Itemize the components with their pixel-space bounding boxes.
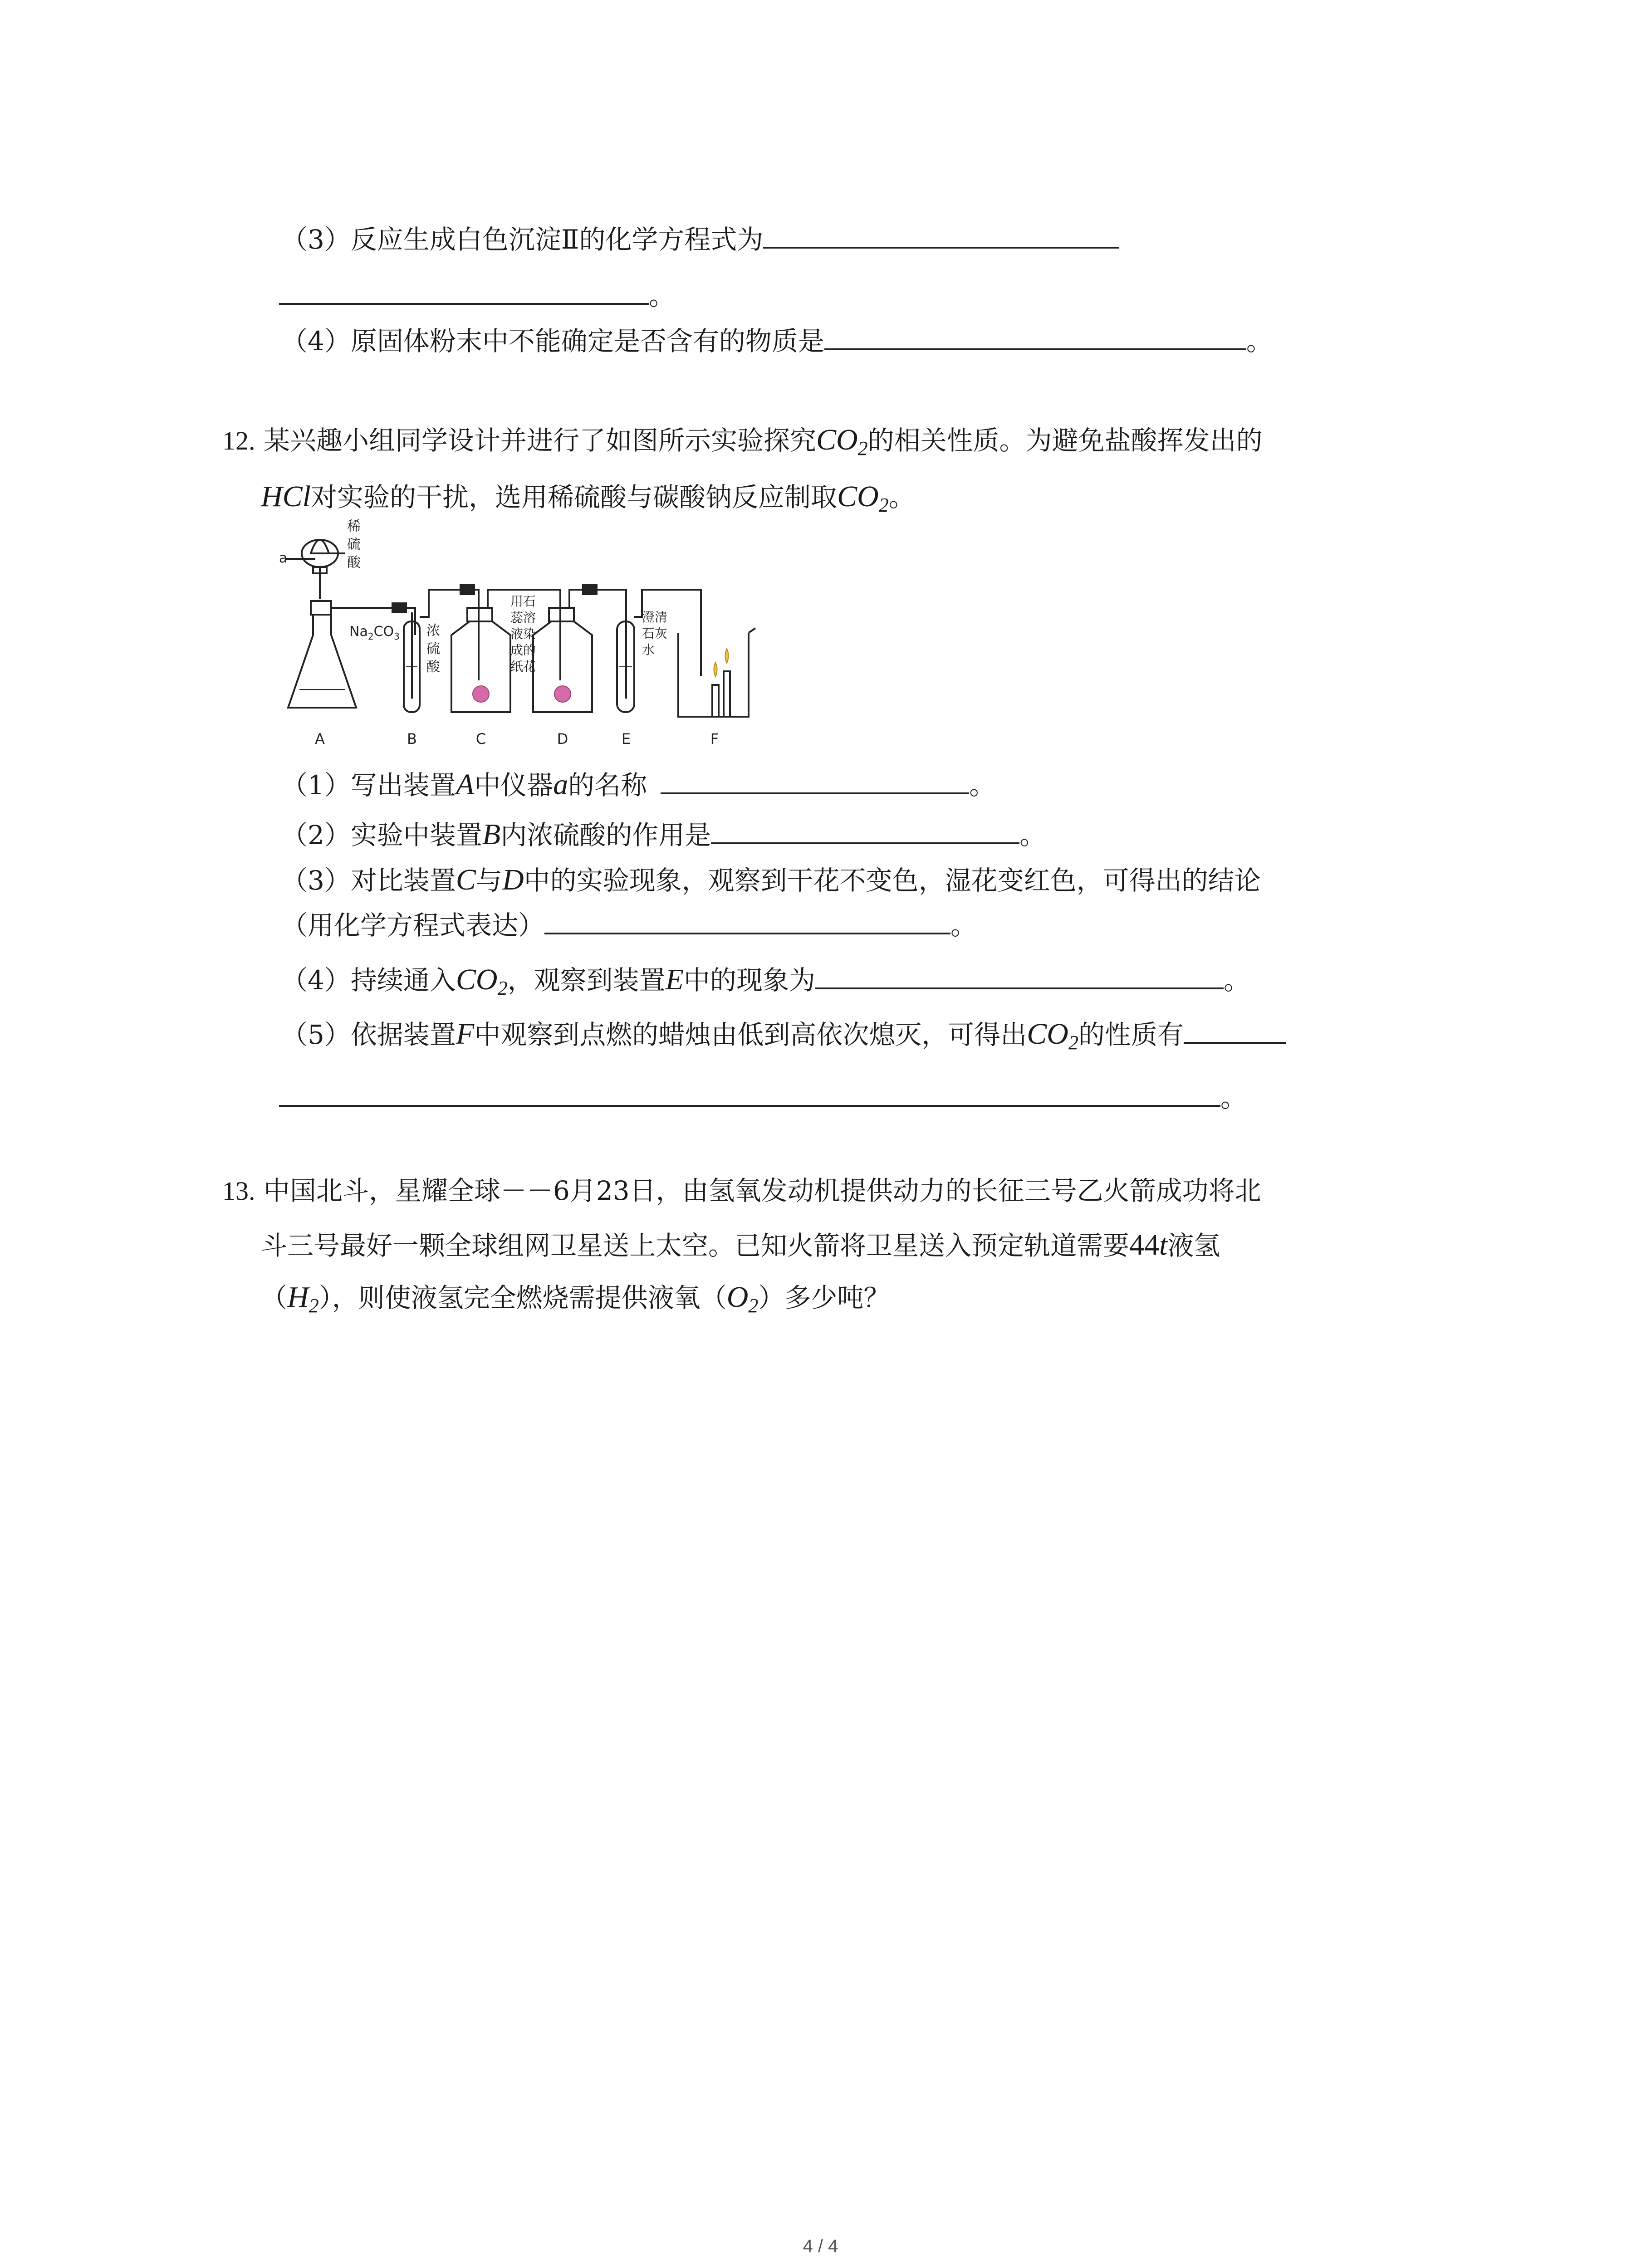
litmus-char-4: 成的 [510,643,536,658]
test-tube-e [617,617,634,712]
q11-part3-text: （3）反应生成白色沉淀Ⅱ的化学方程式为 [281,224,764,255]
q13-line1 [222,1173,1261,1209]
test-tube-b [404,612,420,712]
acid-char-2: 硫 [347,537,361,552]
acid-char-1: 稀 [347,518,361,534]
gas-bottle-c [451,608,510,712]
lime-char-2: 石灰 [642,626,668,641]
litmus-char-3: 液染 [510,626,536,641]
q12-part3-line: （3）对比装置C与D中的实验现象，观察到干花不变色，湿花变红色，可得出的结论 [281,863,1261,896]
litmus-char-1: 用石 [510,594,536,609]
answer-blank[interactable] [279,278,649,305]
apparatus-diagram [279,517,796,753]
period: 。 [1246,326,1273,357]
q12-stem-text: 的相关性质。为避免盐酸挥发出的 [867,425,1263,456]
q11-part3-line [281,221,1119,258]
erlenmeyer-flask-a [288,601,370,708]
q12-part5-line: （5）依据装置F中观察到点燃的蜡烛由低到高依次熄灭，可得出$CO_2$的性质有 [281,1016,1286,1053]
letter-f: F [710,730,719,748]
hcl-formula: HCl [261,480,311,513]
period: 。 [888,482,915,513]
letter-a: A [315,730,325,748]
label-dilute-sulfuric-acid [347,518,365,571]
q11-part4-text: （4）原固体粉末中不能确定是否含有的物质是 [281,326,824,357]
conc-char-3: 酸 [426,659,440,675]
co2-formula: $CO_2$ [816,423,868,459]
letter-c: C [475,730,486,748]
co2-formula: $CO_2$ [837,480,889,516]
separatory-funnel [286,540,338,599]
q12-part2-line: （2）实验中装置B内浓硫酸的作用是 。 [281,818,1046,851]
co2-formula: $CO_2$ [456,963,508,999]
q12-stem-line1 [222,422,1263,459]
answer-blank[interactable] [544,907,950,934]
answer-blank[interactable] [661,767,969,794]
q13-line2: 斗三号最好一颗全球组网卫星送上太空。已知火箭将卫星送入预定轨道需要44t液氢 [261,1228,1220,1261]
conc-char-2: 硫 [426,641,440,657]
answer-blank[interactable] [763,221,1119,249]
label-na2co3: $Na_2CO_3$ [349,624,400,642]
question-number: 12. [222,426,255,455]
q11-part4-line [281,323,1273,359]
conc-char-1: 浓 [426,623,440,639]
answer-blank[interactable] [279,1080,1220,1107]
label-a: a [279,550,288,566]
litmus-char-5: 纸花 [510,659,536,674]
q12-part4-line: （4）持续通入$CO_2$，观察到装置E中的现象为 。 [281,963,1250,999]
q12-part1-line: （1）写出装置A中仪器a的名称 。 [281,768,996,801]
co2-formula: $CO_2$ [1027,1017,1078,1054]
o2-formula: $O_2$ [726,1281,759,1317]
answer-blank[interactable] [824,323,1246,350]
page-number: 4 / 4 [803,2236,838,2256]
acid-char-3: 酸 [347,555,361,571]
q12-part3-line2: （用化学方程式表达） 。 [281,907,977,943]
lime-char-1: 澄清 [642,610,668,625]
q13-stem-text: 中国北斗，星耀全球－－6月23日，由氢氧发动机提供动力的长征三号乙火箭成功将北 [263,1175,1261,1206]
period: 。 [649,280,676,311]
lime-char-3: 水 [642,642,655,657]
answer-blank[interactable] [711,817,1019,844]
q12-stem-line2 [261,479,915,515]
letter-d: D [557,730,568,748]
beaker-f [678,628,755,717]
q12-stem-text: 对实验的干扰，选用稀硫酸与碳酸钠反应制取 [311,482,838,513]
question-number: 13. [222,1176,255,1206]
h2-formula: $H_2$ [287,1281,319,1317]
label-conc-sulfuric-acid [426,623,445,675]
letter-e: E [621,730,631,748]
q13-line3: $(H_2)$，则使液氢完全燃烧需提供液氧$(O_2)$多少吨？ [261,1281,890,1317]
label-limewater [642,610,671,657]
litmus-char-2: 蕊溶 [510,610,536,625]
q12-part5-continuation: 。 [279,1080,1247,1116]
letter-b: B [407,730,417,748]
q12-stem-text: 某兴趣小组同学设计并进行了如图所示实验探究 [263,425,816,456]
q11-part3-continuation [279,278,675,314]
answer-blank[interactable] [815,962,1224,989]
gas-bottle-d [533,608,592,712]
answer-blank[interactable] [1184,1017,1286,1044]
